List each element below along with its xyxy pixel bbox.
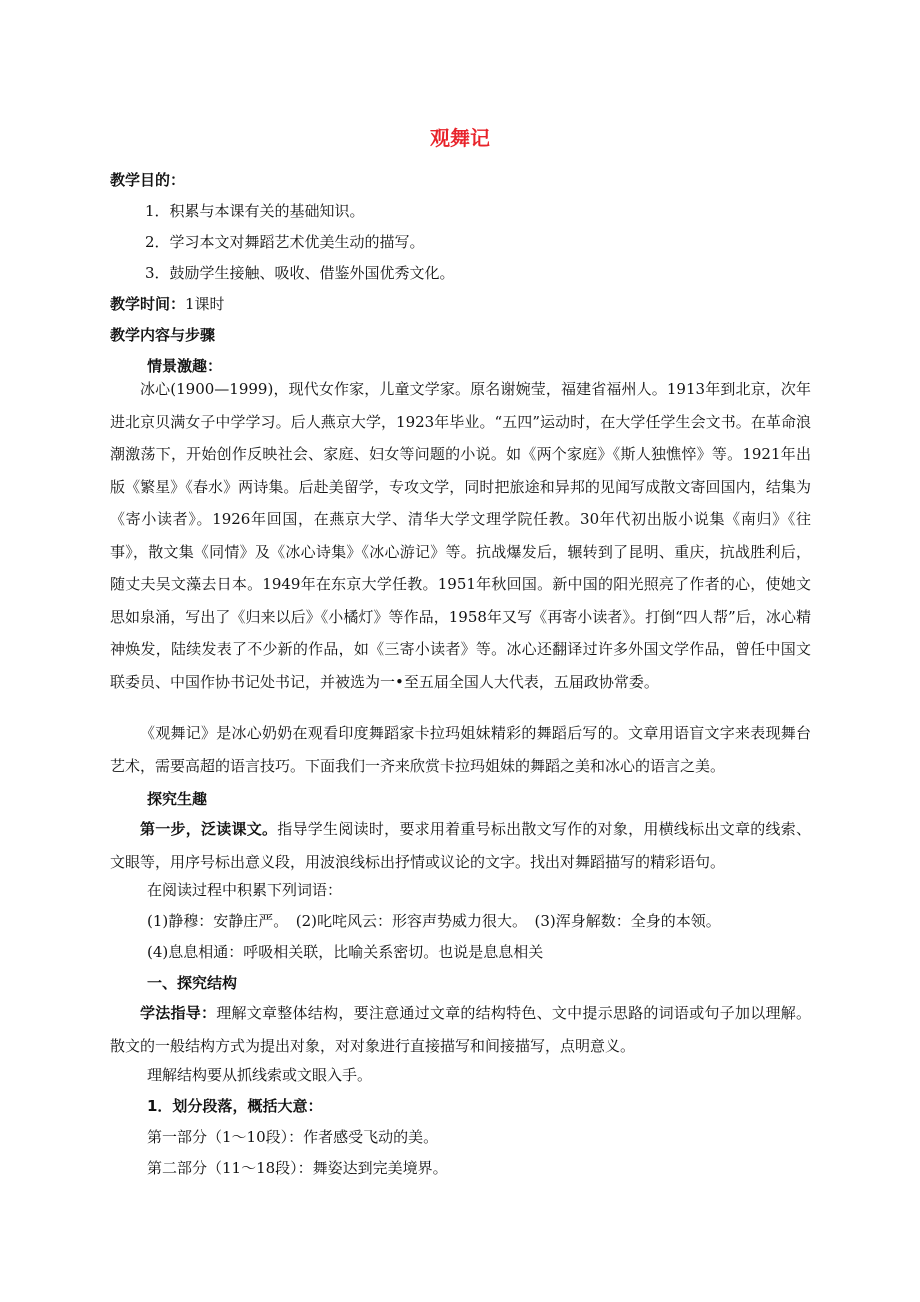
objective-item-1: 1．积累与本课有关的基础知识。 [145,202,365,220]
vocab-intro: 在阅读过程中积累下列词语： [147,881,343,899]
essay-paragraph: 《观舞记》是冰心奶奶在观看印度舞蹈家卡拉玛姐妹精彩的舞蹈后写的。文章用语盲文字来表现舞台艺术，需要高超的语言技巧。下面我们一齐来欣赏卡拉玛姐妹的舞蹈之美和冰心的语言之美。 [110,724,811,775]
objectives-heading: 教学目的： [110,171,186,189]
method-paragraph [110,997,811,1062]
method-lead: 学法指导： [140,1004,217,1022]
objective-item-2: 2．学习本文对舞蹈艺术优美生动的描写。 [145,233,425,251]
part2-line: 第二部分（11～18段）：舞姿达到完美境界。 [147,1159,448,1177]
teaching-time-value: 1课时 [185,295,225,313]
explore-heading: 探究生趣 [147,790,208,808]
method-text: 理解文章整体结构，要注意通过文章的结构特色、文中提示思路的词语或句子加以理解。散文的一般结构方式为提出对象，对对象进行直接描写和间接描写，点明意义。 [110,1004,811,1055]
step1-text: 指导学生阅读时，要求用着重号标出散文写作的对象，用横线标出文章的线索、文眼等，用序号标出意义段，用波浪线标出抒情或议论的文字。找出对舞蹈描写的精彩语句。 [110,820,811,871]
objective-item-3: 3．鼓励学生接触、吸收、借鉴外国优秀文化。 [145,264,455,282]
part1-line: 第一部分（1～10段）：作者感受飞动的美。 [147,1128,439,1146]
bio-paragraph: 冰心(1900—1999)，现代女作家，儿童文学家。原名谢婉莹，福建省福州人。1913年到北京，次年进北京贝满女子中学学习。后人燕京大学，1923年毕业。“五四”运动时，在大学任学生会文书。在革命浪潮激荡下，开始创作反映社会、家庭、妇女等问题的小说。如《两个家庭》《斯人独憔悴》等。1921年出版《繁星》《春水》两诗集。后赴美留学，专攻文学，同时把旅途和异邦的见闻写成散文寄回国内，结集为《寄小读者》。1926年回国，在燕京大学、清华大学文理学院任教。30年代初出版小说集《南归》《往事》，散文集《同情》及《冰心诗集》《冰心游记》等。抗战爆发后，辗转到了昆明、重庆，抗战胜利后，随丈夫吴文藻去日本。1949年在东京大学任教。1951年秋回国。新中国的阳光照亮了作者的心，使她文思如泉涌，写出了《归来以后》《小橘灯》等作品，1958年又写《再寄小读者》。打倒“四人帮”后，冰心精神焕发，陆续发表了不少新的作品，如《三寄小读者》等。冰心还翻译过许多外国文学作品，曾任中国文联委员、中国作协书记处书记，并被选为一•至五届全国人大代表，五届政协常委。 [110,380,811,691]
step1-paragraph [110,813,811,878]
divide-heading: 1．划分段落，概括大意： [147,1097,323,1115]
section1-heading: 一、探究结构 [147,974,238,992]
teaching-time [110,294,810,314]
vocab-line-1: (1)静穆：安静庄严。 (2)叱咤风云：形容声势威力很大。 (3)浑身解数：全身的本领。 [147,912,721,930]
step1-lead: 第一步，泛读课文。 [140,820,278,838]
teaching-time-label: 教学时间： [110,295,186,313]
structure-tip: 理解结构要从抓线索或文眼入手。 [147,1066,373,1084]
content-heading: 教学内容与步骤 [110,326,216,344]
document-title: 观舞记 [430,126,490,150]
intro-heading: 情景激趣： [147,357,223,375]
vocab-line-2: (4)息息相通：呼吸相关联，比喻关系密切。也说是息息相关 [147,943,544,961]
